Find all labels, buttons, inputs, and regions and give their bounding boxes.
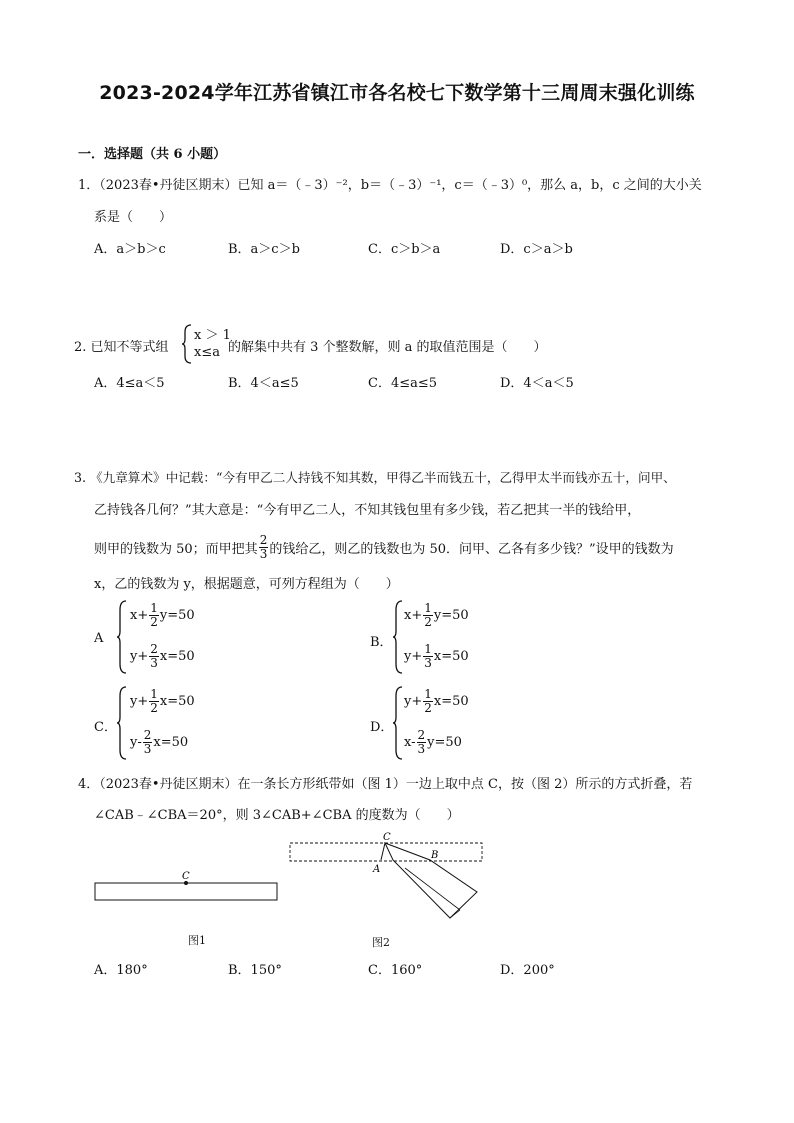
q3-line3 — [94, 534, 674, 561]
q3-option-d-brace — [392, 686, 404, 760]
fig2-label-b: B — [431, 850, 439, 861]
fig2-fold-line-ca — [381, 843, 385, 860]
fig2-label-a: A — [373, 864, 381, 875]
fig1-caption: 图1 — [188, 934, 206, 947]
q3-line2: 乙持钱各几何？”其大意是：“今有甲乙二人，不知其钱包里有多少钱，若乙把其一半的钱给甲， — [94, 503, 641, 518]
q3-option-c-label: C． — [94, 720, 117, 735]
q4-line1: 4．（2023春•丹徒区期末）在一条长方形纸带如（图 1）一边上取中点 C，按（图 2）所示的方式折叠，若 — [78, 777, 693, 792]
fig2-label-c: C — [383, 832, 391, 843]
eq-rest: x=50 — [433, 694, 469, 709]
eq-den: 2 — [150, 615, 158, 629]
q4-line2: ∠CAB﹣∠CBA＝20°，则 3∠CAB+∠CBA 的度数为（ ） — [94, 808, 460, 823]
q3-fraction-denominator: 3 — [259, 547, 268, 561]
eq-term: y+ — [404, 649, 423, 664]
q4-option-c: C．160° — [368, 963, 423, 978]
q2-system-row1: x ＞ 1 — [194, 328, 231, 343]
q1-option-c: C．c＞b＞a — [368, 242, 441, 257]
q4-option-d: D．200° — [500, 963, 555, 978]
eq-rest: x=50 — [153, 735, 189, 750]
q3-option-d-eq2 — [404, 729, 462, 756]
q2-option-b: B．4＜a≤5 — [228, 376, 299, 391]
eq-num: 2 — [417, 728, 426, 742]
q3-option-a-eq2 — [130, 643, 195, 670]
eq-den: 3 — [417, 742, 426, 756]
eq-fraction — [423, 688, 433, 715]
eq-term: y- — [130, 735, 142, 750]
q3-fraction-numerator: 2 — [259, 533, 268, 547]
eq-den: 2 — [424, 701, 432, 715]
eq-num: 1 — [424, 687, 432, 701]
q3-line4: x，乙的钱数为 y，根据题意，可列方程组为（ ） — [94, 577, 399, 592]
q3-option-b-brace — [392, 600, 404, 674]
eq-fraction — [143, 729, 153, 756]
q3-option-a-eq1 — [130, 602, 195, 629]
q3-option-d-label: D． — [370, 720, 394, 735]
eq-term: x+ — [404, 608, 423, 623]
q3-line3-part2: 的钱给乙，则乙的钱数也为 50．问甲、乙各有多少钱？”设甲的钱数为 — [269, 542, 674, 557]
q2-option-d: D．4＜a＜5 — [500, 376, 574, 391]
q3-option-a-brace — [116, 600, 128, 674]
eq-num: 2 — [150, 642, 158, 656]
eq-rest: y=50 — [427, 735, 462, 750]
eq-den: 2 — [150, 701, 158, 715]
q1-option-a: A．a＞b＞c — [94, 242, 166, 257]
eq-term: y+ — [130, 694, 149, 709]
eq-fraction — [149, 643, 159, 670]
q2-system-row2: x≤a — [194, 345, 220, 360]
q4-option-a: A．180° — [94, 963, 148, 978]
eq-fraction — [417, 729, 427, 756]
q3-option-b-label: B． — [370, 635, 393, 650]
eq-num: 2 — [143, 728, 152, 742]
q3-fraction — [259, 534, 269, 561]
eq-den: 3 — [424, 656, 432, 670]
q2-suffix: 的解集中共有 3 个整数解，则 a 的取值范围是（ ） — [228, 340, 547, 355]
q2-option-a: A．4≤a＜5 — [94, 376, 165, 391]
q3-line3-part1: 则甲的钱数为 50；而甲把其 — [94, 542, 258, 557]
page-title: 2023-2024学年江苏省镇江市各名校七下数学第十三周周末强化训练 — [99, 82, 695, 104]
q3-option-c-eq2 — [130, 729, 188, 756]
eq-rest: x=50 — [159, 649, 195, 664]
section-heading: 一．选择题（共 6 小题） — [78, 147, 227, 162]
figure-2 — [285, 830, 490, 930]
eq-rest: x=50 — [433, 649, 469, 664]
eq-term: y+ — [404, 694, 423, 709]
q2-option-c: C．4≤a≤5 — [368, 376, 438, 391]
eq-fraction — [149, 688, 159, 715]
eq-fraction — [423, 602, 433, 629]
eq-term: x- — [404, 735, 416, 750]
fig1-paper-strip — [95, 883, 277, 900]
eq-num: 1 — [424, 642, 432, 656]
q1-line1: 1．（2023春•丹徒区期末）已知 a＝（﹣3）⁻²，b＝（﹣3）⁻¹，c＝（﹣3）⁰，那么 a，b，c 之间的大小关 — [78, 178, 702, 193]
eq-den: 2 — [424, 615, 432, 629]
eq-rest: x=50 — [159, 694, 195, 709]
q3-line1: 3. 《九章算术》中记载：“今有甲乙二人持钱不知其数，甲得乙半而钱五十，乙得甲太半而钱亦五十，问甲、 — [74, 470, 676, 485]
fig2-caption: 图2 — [372, 936, 390, 949]
q3-option-b-eq2 — [404, 643, 469, 670]
eq-den: 3 — [150, 656, 158, 670]
eq-term: x+ — [130, 608, 149, 623]
q2-brace — [181, 324, 193, 364]
eq-rest: y=50 — [159, 608, 195, 623]
q3-option-c-brace — [116, 686, 128, 760]
q1-option-d: D．c＞a＞b — [500, 242, 573, 257]
q4-option-b: B．150° — [228, 963, 282, 978]
eq-rest: y=50 — [433, 608, 469, 623]
q1-line2: 系是（ ） — [94, 210, 173, 225]
q3-option-c-eq1 — [130, 688, 195, 715]
eq-num: 1 — [424, 601, 432, 615]
eq-fraction — [149, 602, 159, 629]
eq-num: 1 — [150, 601, 158, 615]
fig1-label-c: C — [182, 871, 190, 882]
q3-option-b-eq1 — [404, 602, 469, 629]
fig2-inner-edge-end — [450, 910, 460, 918]
eq-fraction — [423, 643, 433, 670]
eq-term: y+ — [130, 649, 149, 664]
q3-option-d-eq1 — [404, 688, 469, 715]
eq-num: 1 — [150, 687, 158, 701]
q2-prefix: 2. 已知不等式组 — [74, 340, 169, 355]
eq-den: 3 — [143, 742, 152, 756]
q3-option-a-label: A — [94, 631, 104, 646]
figure-1 — [90, 866, 285, 906]
q1-option-b: B．a＞c＞b — [228, 242, 300, 257]
